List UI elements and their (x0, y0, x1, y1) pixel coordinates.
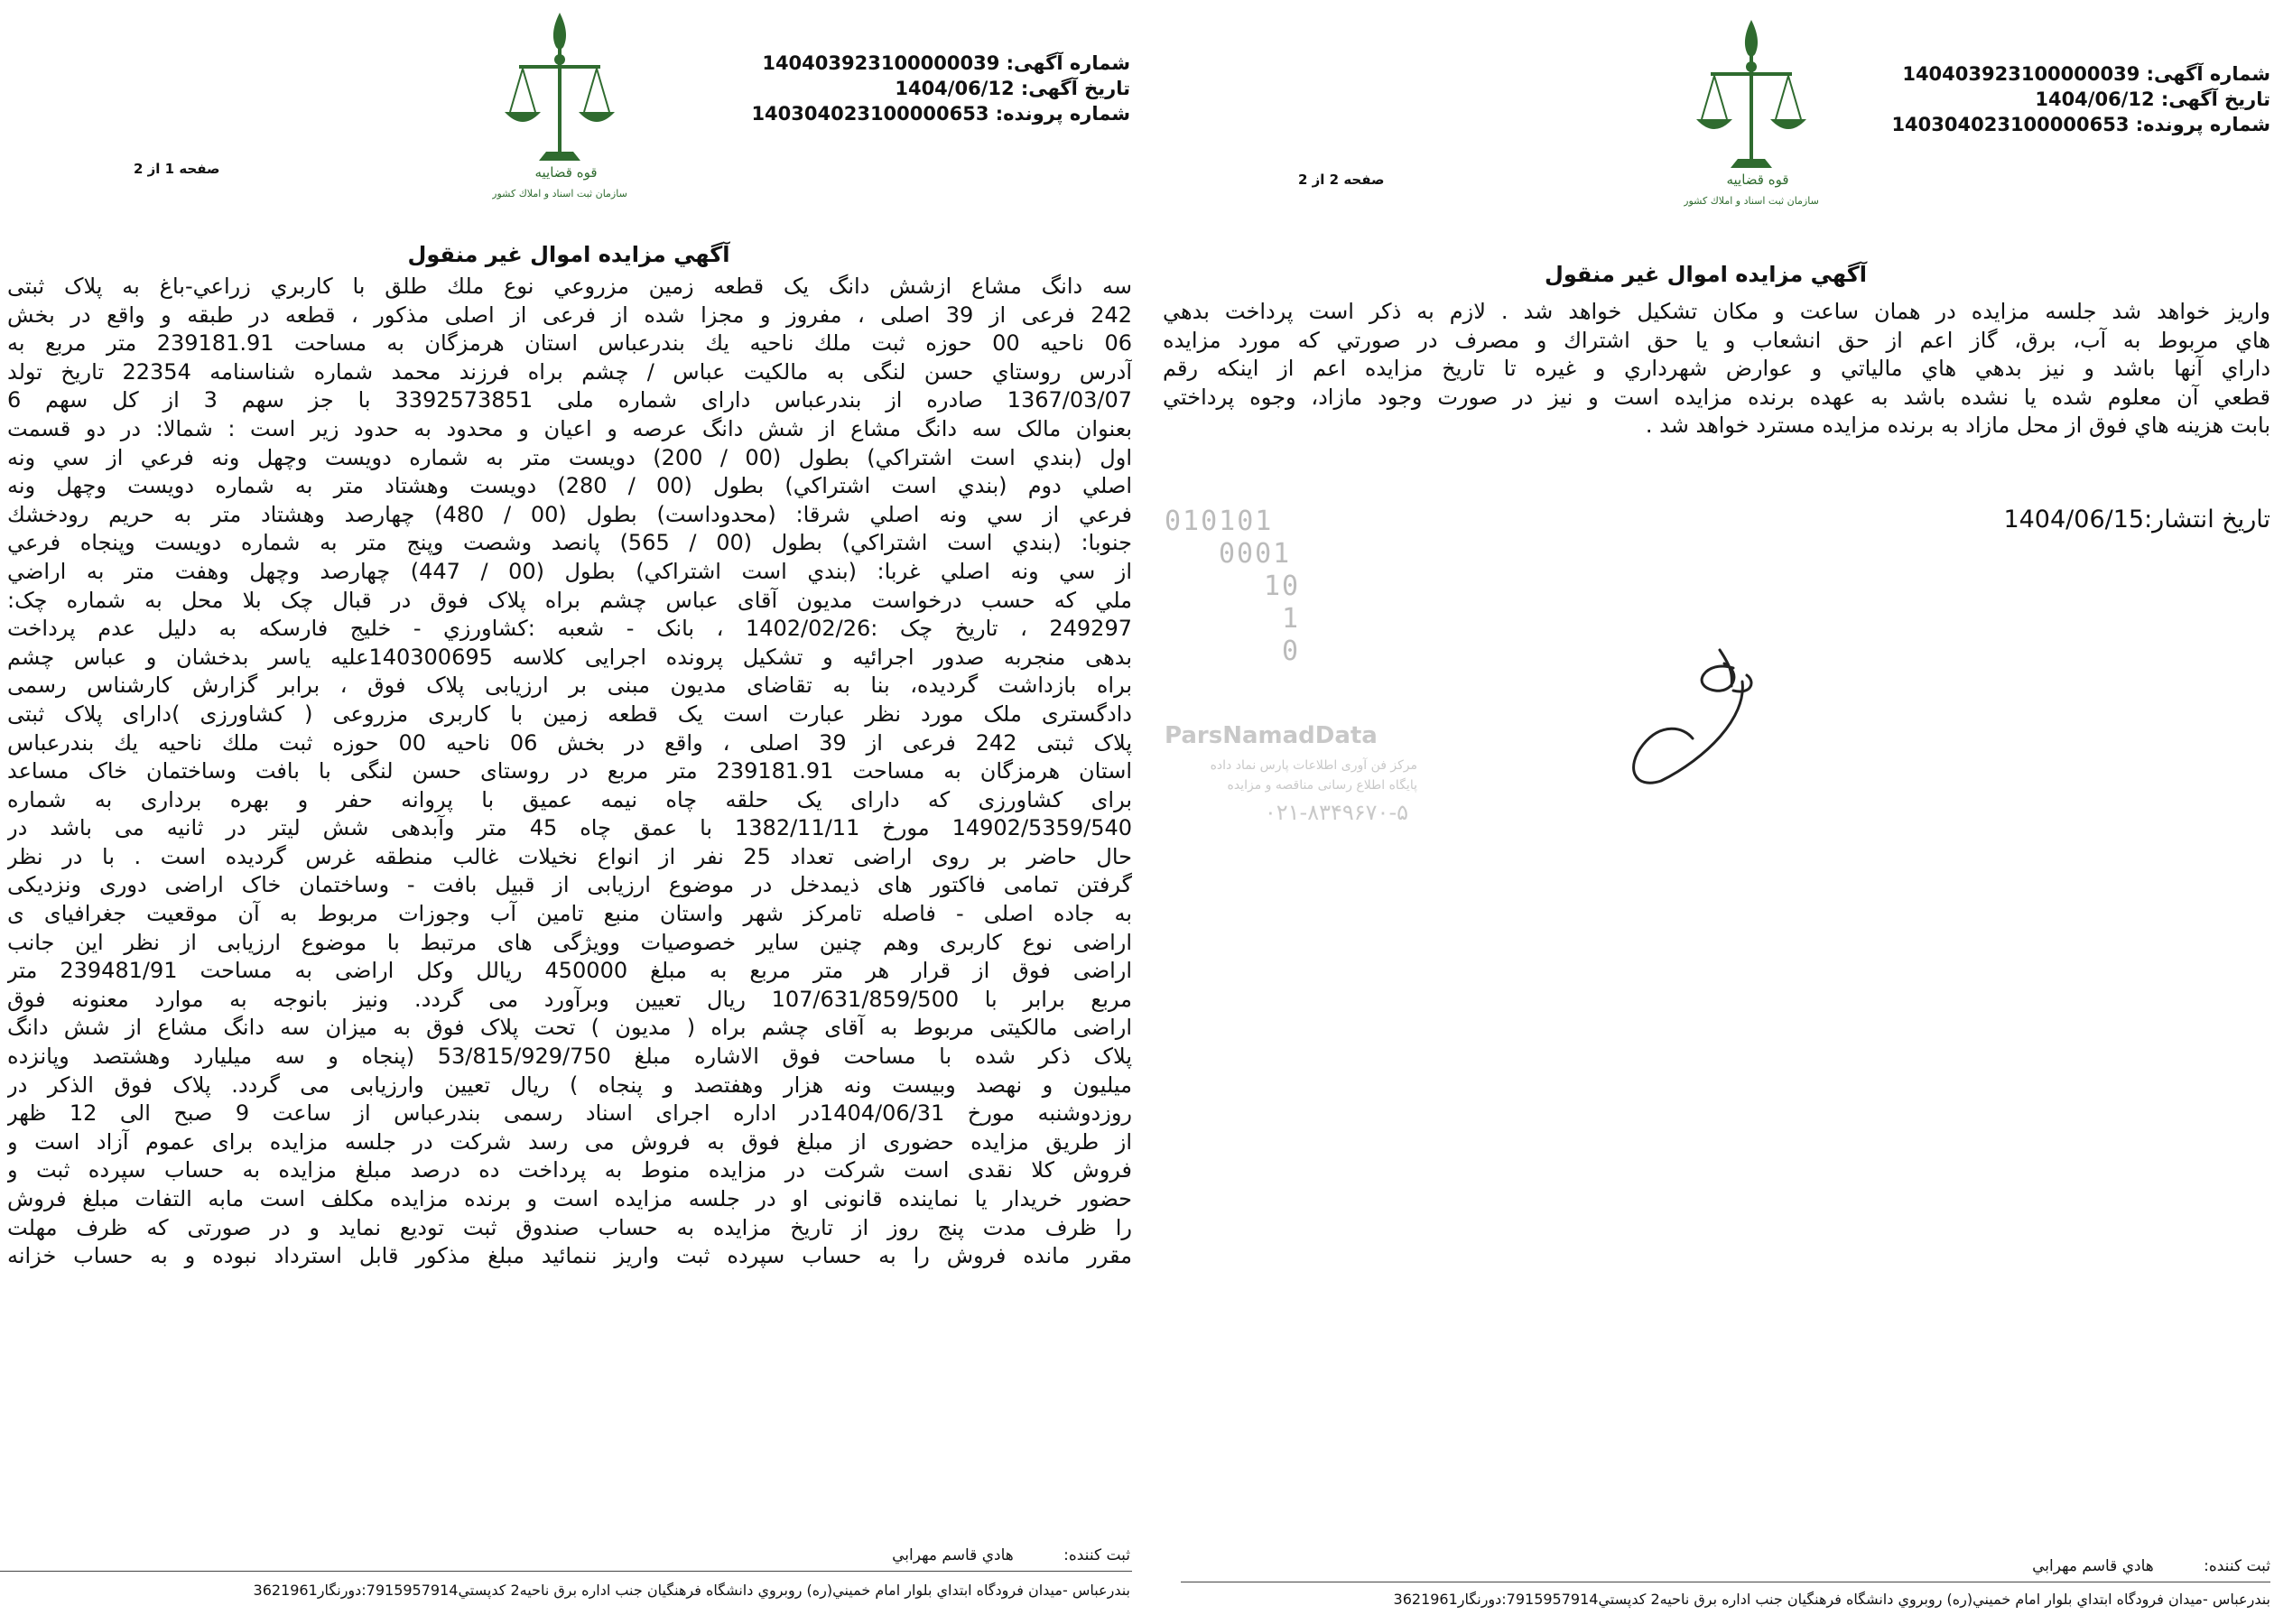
registrar-name: هادي قاسم مهرابي (892, 1546, 1014, 1564)
body-line: اراضی نوع کاربری وهم چنين ساير خصوصيات وويژگی های مرتبط با موضوع ارزيابی از نظر اين جانب (7, 929, 1132, 955)
registrar-label: ثبت كننده: (2204, 1557, 2270, 1575)
svg-text:سازمان ثبت اسناد و املاك كشور: سازمان ثبت اسناد و املاك كشور (1684, 195, 1819, 207)
body-line: از سي ونه اصلي غربا: (بندي است اشتراكي) بطول (00 / 447) چهارصد وچهل وهفت متر به اراضي (7, 558, 1132, 584)
body-line: 1367/03/07 صادره از بندرعباس دارای شماره ملی 3392573851 با جز سهم 3 از کل سهم 6 (7, 387, 1132, 413)
left-ad-number-row: شماره آگهی: 140403923100000039 (762, 52, 1130, 74)
body-line: حال حاضر بر روی اراضی تعداد 25 نفر از انواع نخيلات غالب منطقه غرس گرديده است . با در نظر (7, 843, 1132, 869)
registrar-name: هادي قاسم مهرابي (2032, 1557, 2154, 1575)
body-line: بدهی منجربه صدور اجرائيه و تشکيل پرونده اجرايی کلاسه 140300695عليه ياسر بدخشان و عباس چشم (7, 644, 1132, 670)
body-line: فرعي از سي ونه اصلي شرقا: (محدوداست) بطول (00 / 480) چهارصد وهشتاد متر به حريم رودخشك (7, 501, 1132, 527)
svg-text:سازمان ثبت اسناد و املاك كشور: سازمان ثبت اسناد و املاك كشور (492, 188, 627, 200)
body-line: آدرس روستاي حسن لنگی به مالکيت عباس / چشم براه فرزند محمد شماره شناسنامه 22354 تاريخ تولد (7, 358, 1132, 385)
body-line: بعنوان مالک سه دانگ مشاع از شش دانگ عرصه و اعيان و محدود به حدود زير است : شمالا: در دو قسمت (7, 415, 1132, 441)
body-line: ملي که حسب درخواست مديون آقای عباس چشم براه پلاک فوق در قبال چک بلا محل به شماره چک: (7, 587, 1132, 613)
body-line: گرفتن تمامی فاکتور های ذيمدخل در موضوع ارزيابی از قبيل بافت - وساختمان خاک اراضی دوری ونزديکی (7, 872, 1132, 898)
body-line: اول (بندي است اشتراكي) بطول (00 / 200) دويست متر به شماره دويست وچهل ونه فرعي از سي ونه (7, 444, 1132, 470)
publication-date (2003, 506, 2270, 534)
right-ad-number-row: شماره آگهی: 140403923100000039 (1902, 63, 2270, 85)
right-body (1163, 298, 2270, 441)
judiciary-emblem-icon (492, 5, 627, 204)
right-page-number: صفحه 2 از 2 (1298, 172, 1385, 188)
svg-text:قوه قضاييه: قوه قضاييه (1726, 172, 1789, 188)
body-line: سه دانگ مشاع ازشش دانگ يک قطعه زمين مزروعي نوع ملك طلق با كاربري زراعي-باغ به پلاک ثبتی (7, 274, 1132, 299)
body-line: واريز خواهد شد جلسه مزايده در همان ساعت و مکان تشکيل خواهد شد . لازم به ذكر است پرداخت بدهي (1163, 299, 2270, 324)
body-line: اراضی فوق از قرار هر متر مربع به مبلغ 450000 ريالل وکل اراضی به مساحت 239481/91 متر (7, 958, 1132, 984)
right-footer-address: بندرعباس -ميدان فرودگاه ابتداي بلوار امام خميني(ره) روبروي دانشگاه فرهنگيان جنب اداره برق ناحيه2 كدپستي7915957914:دورنگار3621961 (1393, 1591, 2270, 1608)
body-line: اراضی مالکيتی مربوط به آقای چشم براه ( مديون ) تحت پلاک فوق به ميزان سه دانگ مشاع از شش دانگ (7, 1015, 1132, 1041)
left-ad-date-row: تاریخ آگهی: 1404/06/12 (895, 78, 1130, 99)
body-line: 06 ناحيه 00 حوزه ثبت ملك ناحيه يك بندرعباس استان هرمزگان به مساحت 239181.91 متر مربع به (7, 330, 1132, 357)
body-line: استان هرمزگان به مساحت 239181.91 متر مربع در روستای حسن لنگی با بافت وساختمان خاک مساعد (7, 758, 1132, 784)
body-line: قطعي آن معلوم شده يا نشده باشد به عهده برنده مزايده است و نيز در صورت وجود مازاد، وجوه پرداختي (1163, 384, 2270, 410)
body-line: پلاک ذکر شده با مساحت فوق الاشاره مبلغ 53/815/929/750 (پنجاه و سه ميليارد وهشتصد وپانزده (7, 1044, 1132, 1070)
body-line: از طريق مزايده حضوری از مبلغ فوق به فروش می رسد شرکت در جلسه مزايده برای عموم آزاد است و (7, 1128, 1132, 1155)
publication-label: تاريخ انتشار: (2144, 506, 2270, 534)
right-registrar (2032, 1557, 2270, 1575)
judiciary-emblem-icon (1684, 13, 1819, 211)
left-page-number: صفحه 1 از 2 (134, 161, 220, 177)
body-line: مربع برابر با 107/631/859/500 ريال تعيين وبرآورد می گردد. ونيز بانوجه به موارد معنونه فوق (7, 986, 1132, 1012)
body-line: برای کشاورزی که دارای يک حلقه چاه نيمه عميق با پروانه حفر و بهره برداری به شماره (7, 786, 1132, 812)
body-line: به جاده اصلی - فاصله تامرکز شهر واستان منبع تامين آب وجوزات مربوط به آن موقعيت جغرافيای ی (7, 901, 1132, 927)
left-file-number-row: شماره پرونده: 140304023100000653 (751, 103, 1130, 125)
left-footer-divider (0, 1571, 1132, 1572)
registrar-label: ثبت كننده: (1063, 1546, 1130, 1564)
left-registrar (892, 1546, 1130, 1564)
right-file-number-row: شماره پرونده: 140304023100000653 (1891, 114, 2270, 135)
body-line: را ظرف مدت پنج روز از تاريخ مزايده به حساب صندوق ثبت توديع نمايد و در صورتی که ظرف مهلت (7, 1214, 1132, 1240)
watermark-brand: ParsNamadData (1165, 722, 1378, 749)
right-header-meta (1891, 61, 2270, 137)
body-line: 249297 ، تاريخ چک :1402/02/26 ، بانک - شعبه :كشاورزي - خليج فارسكه به دليل عدم پرداخت (7, 616, 1132, 642)
right-title: آگهي مزايده اموال غير منقول (1545, 262, 1867, 287)
body-line: حضور خريدار يا نماينده قانونی او در جلسه مزايده است و برنده مزايده مکلف است مابه التفات مبلغ فروش (7, 1186, 1132, 1211)
body-line: پلاک ثبتی 242 فرعی از 39 اصلی ، واقع در بخش 06 ناحيه 00 حوزه ثبت ملك ناحيه يك بندرعباس (7, 729, 1132, 756)
signature-icon (1598, 632, 1796, 794)
body-line: 14902/5359/540 مورخ 1382/11/11 با عمق چاه 45 متر وآبدهی شش ليتر در ثانيه می باشد در (7, 815, 1132, 841)
body-line: ميليون و نهصد وبيست ونه هزار وهفتصد و پنجاه ) ريال تعيين وارزيابی می گردد. پلاک فوق الذکر در (7, 1072, 1132, 1098)
publication-value: 1404/06/15 (2003, 506, 2145, 534)
body-line: براه بازداشت گرديده، بنا به تقاضای مديون مبنی بر ارزيابی پلاک فوق ، برابر گزارش کارشناس رسمی (7, 673, 1132, 699)
body-line: هاي مربوط به آب، برق، گاز اعم از حق انشعاب و يا حق اشتراك و مصرف در صورتي كه مورد مزايده (1163, 327, 2270, 353)
body-line: 242 فرعی از 39 اصلی ، مفروز و مجزا شده از فرعی از اصلی مذکور ، قطعه در طبقه و واقع در بخش (7, 302, 1132, 328)
body-line: مقرر مانده فروش را به حساب سپرده ثبت واريز ننمائيد مبلغ مذکور قابل استرداد نبوده و به حساب خزانه (7, 1243, 1132, 1269)
right-ad-date-row: تاریخ آگهی: 1404/06/12 (2035, 88, 2270, 110)
body-line: اصلي دوم (بندي است اشتراكي) بطول (00 / 280) دويست وهشتاد متر به شماره دويست وچهل ونه (7, 473, 1132, 499)
body-line: داراي آنها باشد و نيز بدهي هاي مالياتي و عوارض شهرداري و غيره تا تاريخ مزايده اعم از اينكه رقم (1163, 356, 2270, 382)
body-line: فروش کلا نقدی است شرکت در مزايده منوط به پرداخت ده درصد مبلغ مزايده به حساب سپرده ثبت و (7, 1157, 1132, 1183)
left-title: آگهي مزايده اموال غير منقول (407, 242, 730, 267)
svg-text:قوه قضاييه: قوه قضاييه (534, 164, 598, 181)
left-header-meta (751, 51, 1130, 126)
body-line: دادگستری ملک مورد نظر عبارت است يک قطعه زمين با کاربری مزروعی ( کشاورزی )دارای پلاک ثبتی (7, 701, 1132, 727)
body-line: بابت هزينه هاي فوق از محل مازاد به برنده مزايده مسترد خواهد شد . (1645, 413, 2270, 439)
body-line: روزدوشنبه مورخ 1404/06/31در اداره اجرای اسناد رسمی بندرعباس از ساعت 9 صبح الی 12 ظهر (7, 1100, 1132, 1127)
left-footer-address: بندرعباس -ميدان فرودگاه ابتداي بلوار امام خميني(ره) روبروي دانشگاه فرهنگيان جنب اداره برق ناحيه2 كدپستي7915957914:دورنگار3621961 (253, 1582, 1130, 1599)
watermark: 010101 0001 10 1 0 ParsNamadData مرکز فن آوری اطلاعات پارس نماد داده پایگاه اطلاع رسانی مناقصه و مزایده ۰۲۱-۸۳۴۹۶۷۰-۵ (1165, 506, 1417, 825)
body-line: جنوبا: (بندي است اشتراكي) بطول (00 / 565) پانصد وشصت وپنج متر به شماره دويست وپنجاه فرعي (7, 530, 1132, 556)
left-body (7, 273, 1132, 1271)
